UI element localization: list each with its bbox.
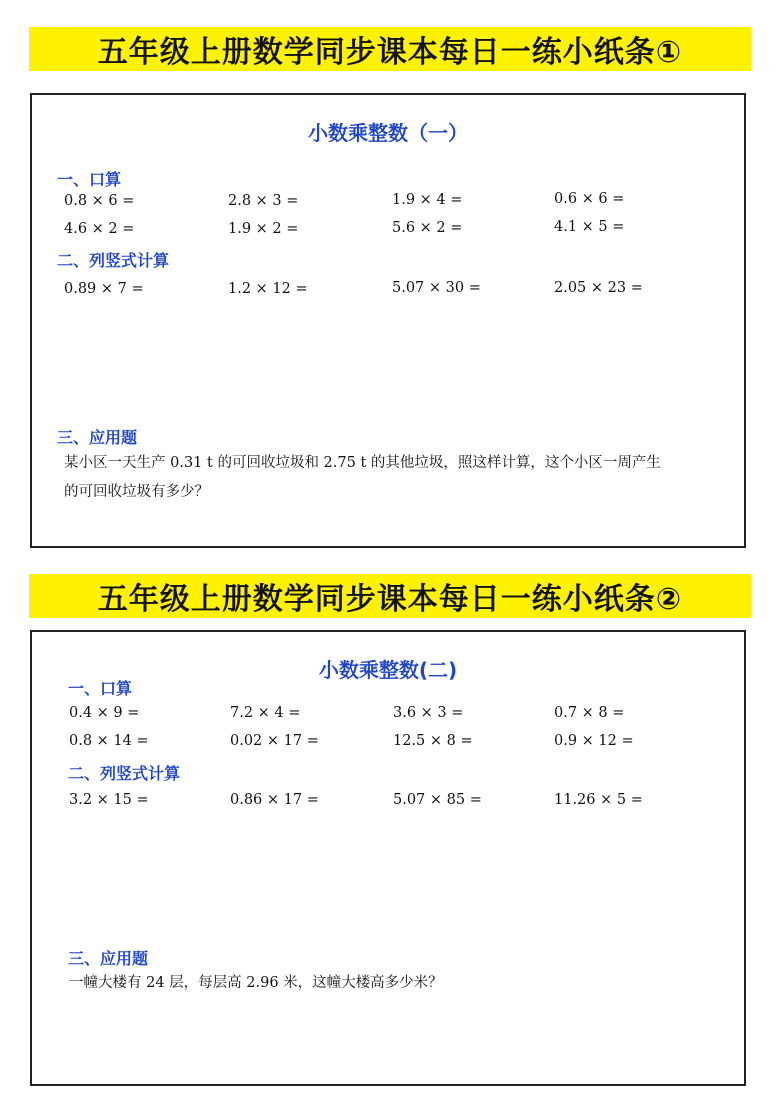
sheet2-oral-item: 12.5 × 8 = xyxy=(393,733,473,749)
sheet2-oral-item: 0.8 × 14 = xyxy=(69,733,149,749)
sheet1-oral-item: 0.8 × 6 = xyxy=(64,193,135,209)
sheet2-section-application: 三、应用题 xyxy=(68,949,149,968)
sheet2-title: 小数乘整数(二) xyxy=(318,658,458,682)
sheet1-oral-item: 4.6 × 2 = xyxy=(64,221,135,237)
sheet2-oral-item: 7.2 × 4 = xyxy=(230,705,301,721)
sheet1-banner: 五年级上册数学同步课本每日一练小纸条① xyxy=(29,27,751,71)
sheet1-problem-line: 某小区一天生产 0.31 t 的可回收垃圾和 2.75 t 的其他垃圾，照这样计算，这个小区一周产生 xyxy=(64,455,661,471)
sheet2-card xyxy=(30,630,746,1086)
sheet1-oral-item: 0.6 × 6 = xyxy=(554,191,625,207)
sheet2-section-oral: 一、口算 xyxy=(68,679,133,698)
sheet2-oral-item: 0.9 × 12 = xyxy=(554,733,634,749)
sheet2-vertical-item: 11.26 × 5 = xyxy=(554,792,643,808)
sheet1-vertical-item: 1.2 × 12 = xyxy=(228,281,308,297)
sheet1-vertical-item: 0.89 × 7 = xyxy=(64,281,144,297)
sheet2-section-vertical: 二、列竖式计算 xyxy=(68,764,181,783)
sheet2-vertical-item: 5.07 × 85 = xyxy=(393,792,482,808)
sheet1-vertical-item: 5.07 × 30 = xyxy=(392,280,481,296)
sheet1-section-oral: 一、口算 xyxy=(57,170,122,189)
sheet1-title: 小数乘整数（一） xyxy=(308,121,468,145)
sheet2-vertical-item: 3.2 × 15 = xyxy=(69,792,149,808)
sheet1-oral-item: 5.6 × 2 = xyxy=(392,220,463,236)
sheet2-oral-item: 0.02 × 17 = xyxy=(230,733,319,749)
sheet1-section-application: 三、应用题 xyxy=(57,428,138,447)
sheet1-card xyxy=(30,93,746,548)
sheet2-oral-item: 0.7 × 8 = xyxy=(554,705,625,721)
sheet2-vertical-item: 0.86 × 17 = xyxy=(230,792,319,808)
sheet1-vertical-item: 2.05 × 23 = xyxy=(554,280,643,296)
sheet1-oral-item: 1.9 × 2 = xyxy=(228,221,299,237)
sheet1-section-vertical: 二、列竖式计算 xyxy=(57,251,170,270)
sheet2-oral-item: 3.6 × 3 = xyxy=(393,705,464,721)
sheet2-banner: 五年级上册数学同步课本每日一练小纸条② xyxy=(29,574,751,618)
sheet1-oral-item: 2.8 × 3 = xyxy=(228,193,299,209)
sheet2-problem-text: 一幢大楼有 24 层，每层高 2.96 米，这幢大楼高多少米？ xyxy=(69,975,443,991)
sheet1-problem-text xyxy=(64,449,734,507)
sheet1-oral-item: 1.9 × 4 = xyxy=(392,192,463,208)
sheet1-oral-item: 4.1 × 5 = xyxy=(554,219,625,235)
sheet1-problem-line: 的可回收垃圾有多少？ xyxy=(64,484,209,500)
sheet2-oral-item: 0.4 × 9 = xyxy=(69,705,140,721)
